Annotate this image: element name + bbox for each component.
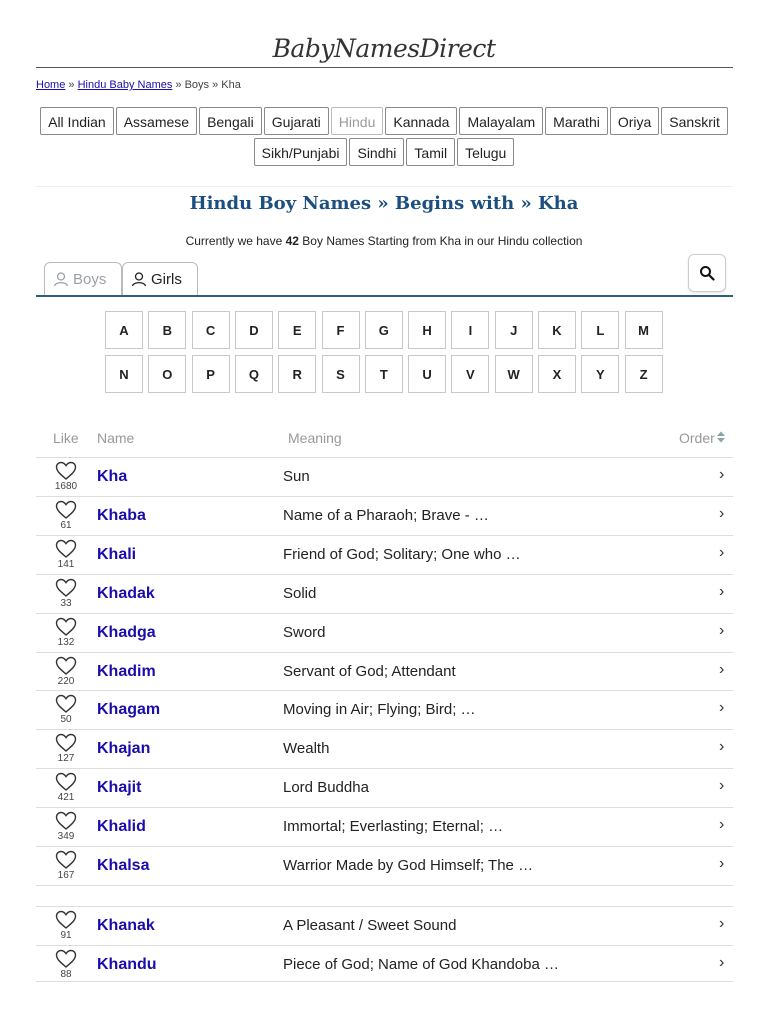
letter-e[interactable]: E xyxy=(278,311,316,349)
chevron-right-icon[interactable]: › xyxy=(719,914,725,932)
letter-q[interactable]: Q xyxy=(235,355,273,393)
header-order-label: Order xyxy=(679,430,715,446)
language-tab-telugu[interactable]: Telugu xyxy=(457,138,514,166)
heart-icon[interactable] xyxy=(55,578,77,598)
language-tab-sanskrit[interactable]: Sanskrit xyxy=(661,107,728,135)
heart-icon[interactable] xyxy=(55,772,77,792)
letter-t[interactable]: T xyxy=(365,355,403,393)
language-tab-sikh-punjabi[interactable]: Sikh/Punjabi xyxy=(254,138,348,166)
sort-icon xyxy=(716,431,726,443)
letter-o[interactable]: O xyxy=(148,355,186,393)
subtitle-prefix: Currently we have xyxy=(185,234,286,248)
name-link[interactable]: Khanak xyxy=(97,916,155,934)
name-link[interactable]: Khaba xyxy=(97,506,146,524)
name-link[interactable]: Khadga xyxy=(97,623,156,641)
table-bottom-border xyxy=(36,981,733,982)
chevron-right-icon[interactable]: › xyxy=(719,504,725,522)
letter-s[interactable]: S xyxy=(322,355,360,393)
table-row[interactable] xyxy=(36,690,733,729)
letter-v[interactable]: V xyxy=(451,355,489,393)
letter-r[interactable]: R xyxy=(278,355,316,393)
like-count: 61 xyxy=(60,519,72,531)
table-row[interactable] xyxy=(36,613,733,652)
language-tab-malayalam[interactable]: Malayalam xyxy=(459,107,543,135)
table-row[interactable] xyxy=(36,729,733,768)
heart-icon[interactable] xyxy=(55,733,77,753)
header-like: Like xyxy=(53,430,79,446)
name-link[interactable]: Khajan xyxy=(97,740,151,758)
letter-k[interactable]: K xyxy=(538,311,576,349)
tab-boys-label: Boys xyxy=(73,270,107,288)
chevron-right-icon[interactable]: › xyxy=(719,855,725,872)
chevron-right-icon[interactable]: › xyxy=(719,582,725,600)
heart-icon[interactable] xyxy=(55,617,77,637)
letter-i[interactable]: I xyxy=(451,311,489,349)
name-link[interactable]: Khali xyxy=(97,545,137,563)
table-header xyxy=(36,430,733,447)
name-link[interactable]: Khandu xyxy=(97,955,157,973)
heart-icon[interactable] xyxy=(55,850,77,870)
name-meaning: Piece of God; Name of God Khandoba … xyxy=(283,955,559,973)
like-count: 50 xyxy=(60,714,72,726)
page-title: Hindu Boy Names » Begins with » Kha xyxy=(189,193,579,214)
language-tab-gujarati[interactable]: Gujarati xyxy=(264,107,329,135)
like-count: 167 xyxy=(57,870,75,881)
letter-l[interactable]: L xyxy=(581,311,619,349)
name-meaning: Name of a Pharaoh; Brave - … xyxy=(283,506,489,524)
name-meaning: Solid xyxy=(283,584,317,602)
chevron-right-icon[interactable]: › xyxy=(719,621,725,639)
like-count: 127 xyxy=(57,753,75,765)
table-row[interactable] xyxy=(36,945,733,984)
letter-h[interactable]: H xyxy=(408,311,446,349)
user-icon xyxy=(131,271,147,287)
search-icon xyxy=(699,265,715,281)
subtitle-suffix: Boy Names Starting from Kha in our Hindu collection xyxy=(298,234,583,248)
name-link[interactable]: Khadak xyxy=(97,584,155,602)
search-button[interactable] xyxy=(688,254,726,292)
like-count: 141 xyxy=(57,558,75,570)
letter-u[interactable]: U xyxy=(408,355,446,393)
language-tabs-row-2 xyxy=(0,138,768,166)
heart-icon[interactable] xyxy=(55,656,77,676)
heart-icon[interactable] xyxy=(55,910,77,930)
name-count: 42 xyxy=(285,234,299,248)
table-row[interactable] xyxy=(36,574,733,613)
table-row[interactable] xyxy=(36,807,733,846)
like-count: 132 xyxy=(57,636,75,648)
name-meaning: Wealth xyxy=(283,740,330,758)
name-meaning: Friend of God; Solitary; One who … xyxy=(283,545,521,563)
letter-x[interactable]: X xyxy=(538,355,576,393)
like-count: 1680 xyxy=(54,481,78,492)
name-link[interactable]: Khalsa xyxy=(97,857,150,874)
chevron-right-icon[interactable]: › xyxy=(719,699,725,717)
name-meaning: A Pleasant / Sweet Sound xyxy=(283,916,457,934)
breadcrumb xyxy=(36,79,241,91)
breadcrumb-separator: » xyxy=(65,79,78,91)
tab-girls-label: Girls xyxy=(151,270,182,288)
heart-icon[interactable] xyxy=(55,811,77,831)
chevron-right-icon[interactable]: › xyxy=(719,466,725,483)
header-divider xyxy=(36,67,733,68)
heart-icon[interactable] xyxy=(55,694,77,714)
table-row[interactable] xyxy=(36,496,733,535)
name-link[interactable]: Khajit xyxy=(97,779,142,797)
name-link[interactable]: Kha xyxy=(97,468,128,485)
breadcrumb-home[interactable]: Home xyxy=(36,79,66,91)
table-row[interactable] xyxy=(36,846,733,885)
letter-n[interactable]: N xyxy=(105,355,143,393)
language-tab-assamese[interactable]: Assamese xyxy=(116,107,197,135)
language-tab-kannada[interactable]: Kannada xyxy=(385,107,457,135)
tab-boys[interactable] xyxy=(44,262,122,295)
name-meaning: Servant of God; Attendant xyxy=(283,662,456,680)
header-name[interactable]: Name xyxy=(97,430,135,446)
header-order[interactable] xyxy=(679,430,726,446)
chevron-right-icon[interactable]: › xyxy=(719,777,725,795)
tab-girls[interactable] xyxy=(122,262,198,295)
like-count: 421 xyxy=(57,792,75,804)
letter-c[interactable]: C xyxy=(192,311,230,349)
name-meaning: Sun xyxy=(283,468,310,485)
letter-z[interactable]: Z xyxy=(625,355,663,393)
table-row[interactable] xyxy=(36,768,733,807)
name-meaning: Immortal; Everlasting; Eternal; … xyxy=(283,818,504,836)
letter-a[interactable]: A xyxy=(105,311,143,349)
like-count: 91 xyxy=(60,929,72,941)
language-tab-oriya[interactable]: Oriya xyxy=(610,107,659,135)
like-count: 33 xyxy=(60,597,72,609)
chevron-right-icon[interactable]: › xyxy=(719,816,725,834)
language-tab-hindu[interactable]: Hindu xyxy=(331,107,384,135)
section-divider xyxy=(36,186,733,187)
site-logo[interactable]: BabyNamesDirect xyxy=(272,34,496,63)
name-link[interactable]: Khadim xyxy=(97,662,156,680)
language-tab-bengali[interactable]: Bengali xyxy=(199,107,262,135)
letter-g[interactable]: G xyxy=(365,311,403,349)
name-meaning: Warrior Made by God Himself; The … xyxy=(283,857,534,874)
header-meaning[interactable]: Meaning xyxy=(288,430,342,446)
letter-y[interactable]: Y xyxy=(581,355,619,393)
chevron-right-icon[interactable]: › xyxy=(719,543,725,561)
like-count: 349 xyxy=(57,831,75,843)
heart-icon[interactable] xyxy=(55,949,77,969)
table-row[interactable] xyxy=(36,652,733,691)
like-count: 88 xyxy=(60,968,72,980)
letter-b[interactable]: B xyxy=(148,311,186,349)
name-link[interactable]: Khalid xyxy=(97,818,146,836)
letter-d[interactable]: D xyxy=(235,311,273,349)
language-tabs-row-1 xyxy=(0,107,768,135)
letter-m[interactable]: M xyxy=(625,311,663,349)
name-meaning: Lord Buddha xyxy=(283,779,369,797)
language-tab-marathi[interactable]: Marathi xyxy=(545,107,608,135)
letter-f[interactable]: F xyxy=(322,311,360,349)
like-count: 220 xyxy=(57,675,75,687)
chevron-right-icon[interactable]: › xyxy=(719,738,725,756)
table-row[interactable] xyxy=(36,906,733,945)
chevron-right-icon[interactable]: › xyxy=(719,953,725,971)
tab-underline xyxy=(36,295,733,297)
letter-p[interactable]: P xyxy=(192,355,230,393)
row-spacer xyxy=(36,885,733,906)
table-row[interactable] xyxy=(36,535,733,574)
letter-w[interactable]: W xyxy=(495,355,533,393)
language-tab-all-indian[interactable]: All Indian xyxy=(40,107,114,135)
heart-icon[interactable] xyxy=(55,461,77,481)
language-tab-sindhi[interactable]: Sindhi xyxy=(349,138,404,166)
heart-icon[interactable] xyxy=(55,539,77,559)
heart-icon[interactable] xyxy=(55,500,77,520)
name-meaning: Sword xyxy=(283,623,326,641)
table-row[interactable] xyxy=(36,457,733,496)
name-link[interactable]: Khagam xyxy=(97,701,161,719)
language-tab-tamil[interactable]: Tamil xyxy=(406,138,455,166)
breadcrumb-hindu[interactable]: Hindu Baby Names xyxy=(77,79,173,91)
page-subtitle xyxy=(0,234,768,248)
user-icon xyxy=(53,271,69,287)
name-meaning: Moving in Air; Flying; Bird; … xyxy=(283,701,476,719)
breadcrumb-current: » Boys » Kha xyxy=(172,79,241,91)
chevron-right-icon[interactable]: › xyxy=(719,660,725,678)
letter-j[interactable]: J xyxy=(495,311,533,349)
